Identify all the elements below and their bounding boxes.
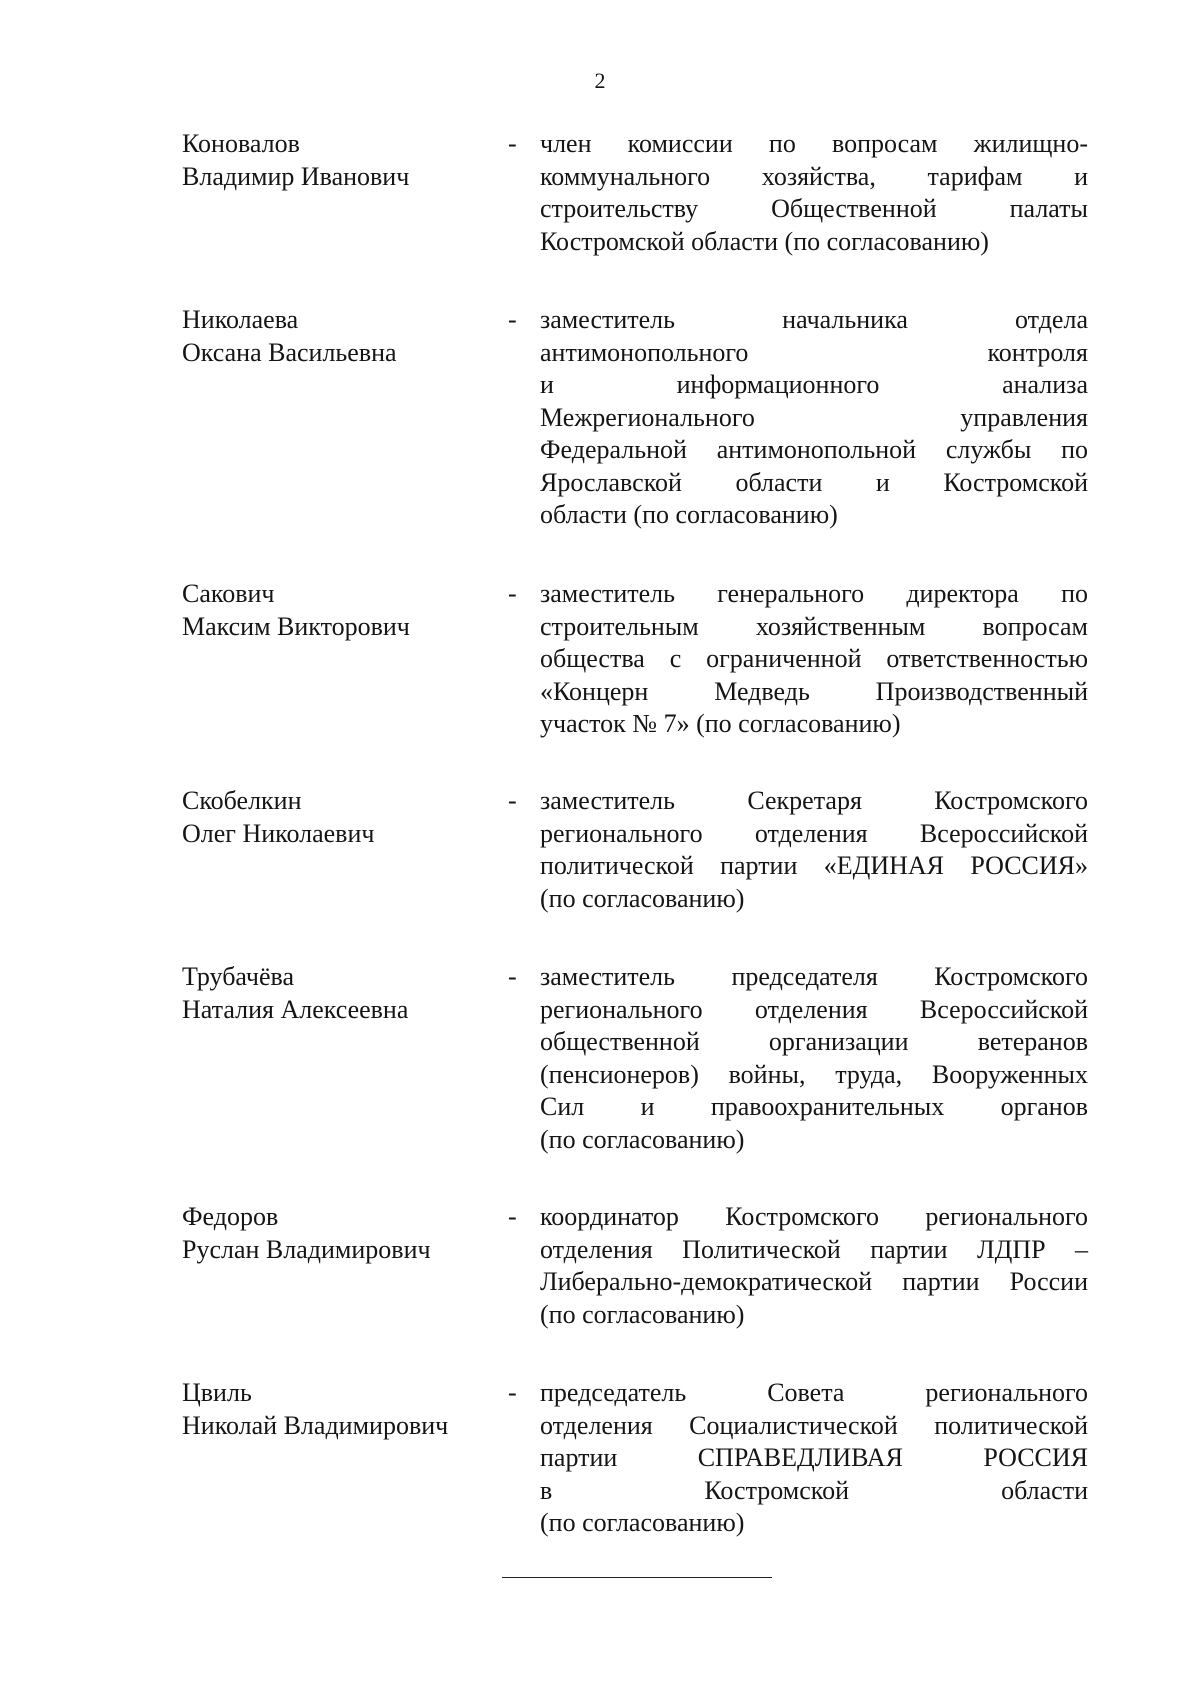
member-name bbox=[182, 785, 502, 850]
member-given-name: Наталия Алексеевна bbox=[182, 994, 409, 1024]
role-line: и информационного анализа bbox=[540, 370, 1088, 399]
role-line: «Концерн Медведь Производственный bbox=[540, 676, 1088, 706]
member-given-name: Максим Викторович bbox=[182, 611, 410, 641]
role-line: отделения Политической партии ЛДПР – bbox=[540, 1234, 1088, 1264]
member-name bbox=[182, 1377, 502, 1442]
dash-separator: - bbox=[508, 129, 517, 158]
role-line: Либерально-демократической партии России bbox=[540, 1267, 1088, 1296]
role-line: (по согласованию) bbox=[540, 883, 745, 913]
member-role bbox=[540, 1377, 1088, 1540]
member-role bbox=[540, 304, 1088, 532]
role-line: Межрегионального управления bbox=[540, 402, 1088, 432]
role-line: заместитель начальника отдела bbox=[540, 305, 1088, 334]
member-name bbox=[182, 128, 502, 193]
role-line: общества с ограниченной ответственностью bbox=[540, 644, 1088, 673]
member-name bbox=[182, 578, 502, 643]
member-given-name: Владимир Иванович bbox=[182, 161, 410, 191]
page-number: 2 bbox=[594, 68, 606, 93]
role-line: Сил и правоохранительных органов bbox=[540, 1092, 1088, 1121]
member-name bbox=[182, 1201, 502, 1266]
dash-separator: - bbox=[508, 1202, 517, 1231]
dash-separator: - bbox=[508, 305, 517, 334]
role-line: области (по согласованию) bbox=[540, 500, 838, 529]
role-line: Федеральной антимонопольной службы по bbox=[540, 435, 1088, 464]
member-surname: Скобелкин bbox=[182, 786, 302, 815]
role-line: строительству Общественной палаты bbox=[540, 194, 1088, 223]
role-line: Костромской области (по согласованию) bbox=[540, 226, 989, 256]
role-line: (по согласованию) bbox=[540, 1299, 745, 1329]
member-role bbox=[540, 961, 1088, 1156]
member-surname: Сакович bbox=[182, 579, 275, 608]
member-surname: Федоров bbox=[182, 1202, 279, 1231]
role-line: член комиссии по вопросам жилищно- bbox=[540, 129, 1088, 158]
role-line: координатор Костромского регионального bbox=[540, 1202, 1088, 1231]
role-line: заместитель генерального директора по bbox=[540, 579, 1088, 608]
member-name bbox=[182, 304, 502, 369]
role-line: регионального отделения Всероссийской bbox=[540, 818, 1088, 848]
role-line: заместитель председателя Костромского bbox=[540, 962, 1088, 991]
role-line: участок № 7» (по согласованию) bbox=[540, 709, 901, 738]
member-surname: Николаева bbox=[182, 305, 299, 334]
dash-separator: - bbox=[508, 962, 517, 991]
role-line: в Костромской области bbox=[540, 1475, 1088, 1505]
member-given-name: Николай Владимирович bbox=[182, 1410, 449, 1440]
member-role bbox=[540, 128, 1088, 258]
role-line: (по согласованию) bbox=[540, 1124, 745, 1154]
dash-separator: - bbox=[508, 786, 517, 815]
role-line: коммунального хозяйства, тарифам и bbox=[540, 161, 1088, 191]
member-given-name: Олег Николаевич bbox=[182, 818, 375, 848]
member-given-name: Руслан Владимирович bbox=[182, 1234, 431, 1264]
role-line: председатель Совета регионального bbox=[540, 1378, 1088, 1407]
member-surname: Цвиль bbox=[182, 1378, 252, 1407]
role-line: антимонопольного контроля bbox=[540, 337, 1088, 367]
role-line: регионального отделения Всероссийской bbox=[540, 994, 1088, 1024]
role-line: отделения Социалистической политической bbox=[540, 1410, 1088, 1440]
member-surname: Трубачёва bbox=[182, 962, 295, 991]
role-line: заместитель Секретаря Костромского bbox=[540, 786, 1088, 815]
member-surname: Коновалов bbox=[182, 129, 300, 158]
dash-separator: - bbox=[508, 1378, 517, 1407]
role-line: строительным хозяйственным вопросам bbox=[540, 611, 1088, 641]
role-line: (по согласованию) bbox=[540, 1508, 745, 1537]
dash-separator: - bbox=[508, 579, 517, 608]
role-line: (пенсионеров) войны, труда, Вооруженных bbox=[540, 1059, 1088, 1089]
member-given-name: Оксана Васильевна bbox=[182, 337, 397, 367]
member-role bbox=[540, 578, 1088, 741]
role-line: общественной организации ветеранов bbox=[540, 1027, 1088, 1056]
closing-rule bbox=[502, 1577, 772, 1578]
member-role bbox=[540, 1201, 1088, 1331]
member-name bbox=[182, 961, 502, 1026]
role-line: Ярославской области и Костромской bbox=[540, 467, 1088, 497]
role-line: политической партии «ЕДИНАЯ РОССИЯ» bbox=[540, 851, 1088, 880]
role-line: партии СПРАВЕДЛИВАЯ РОССИЯ bbox=[540, 1443, 1088, 1472]
member-role bbox=[540, 785, 1088, 915]
